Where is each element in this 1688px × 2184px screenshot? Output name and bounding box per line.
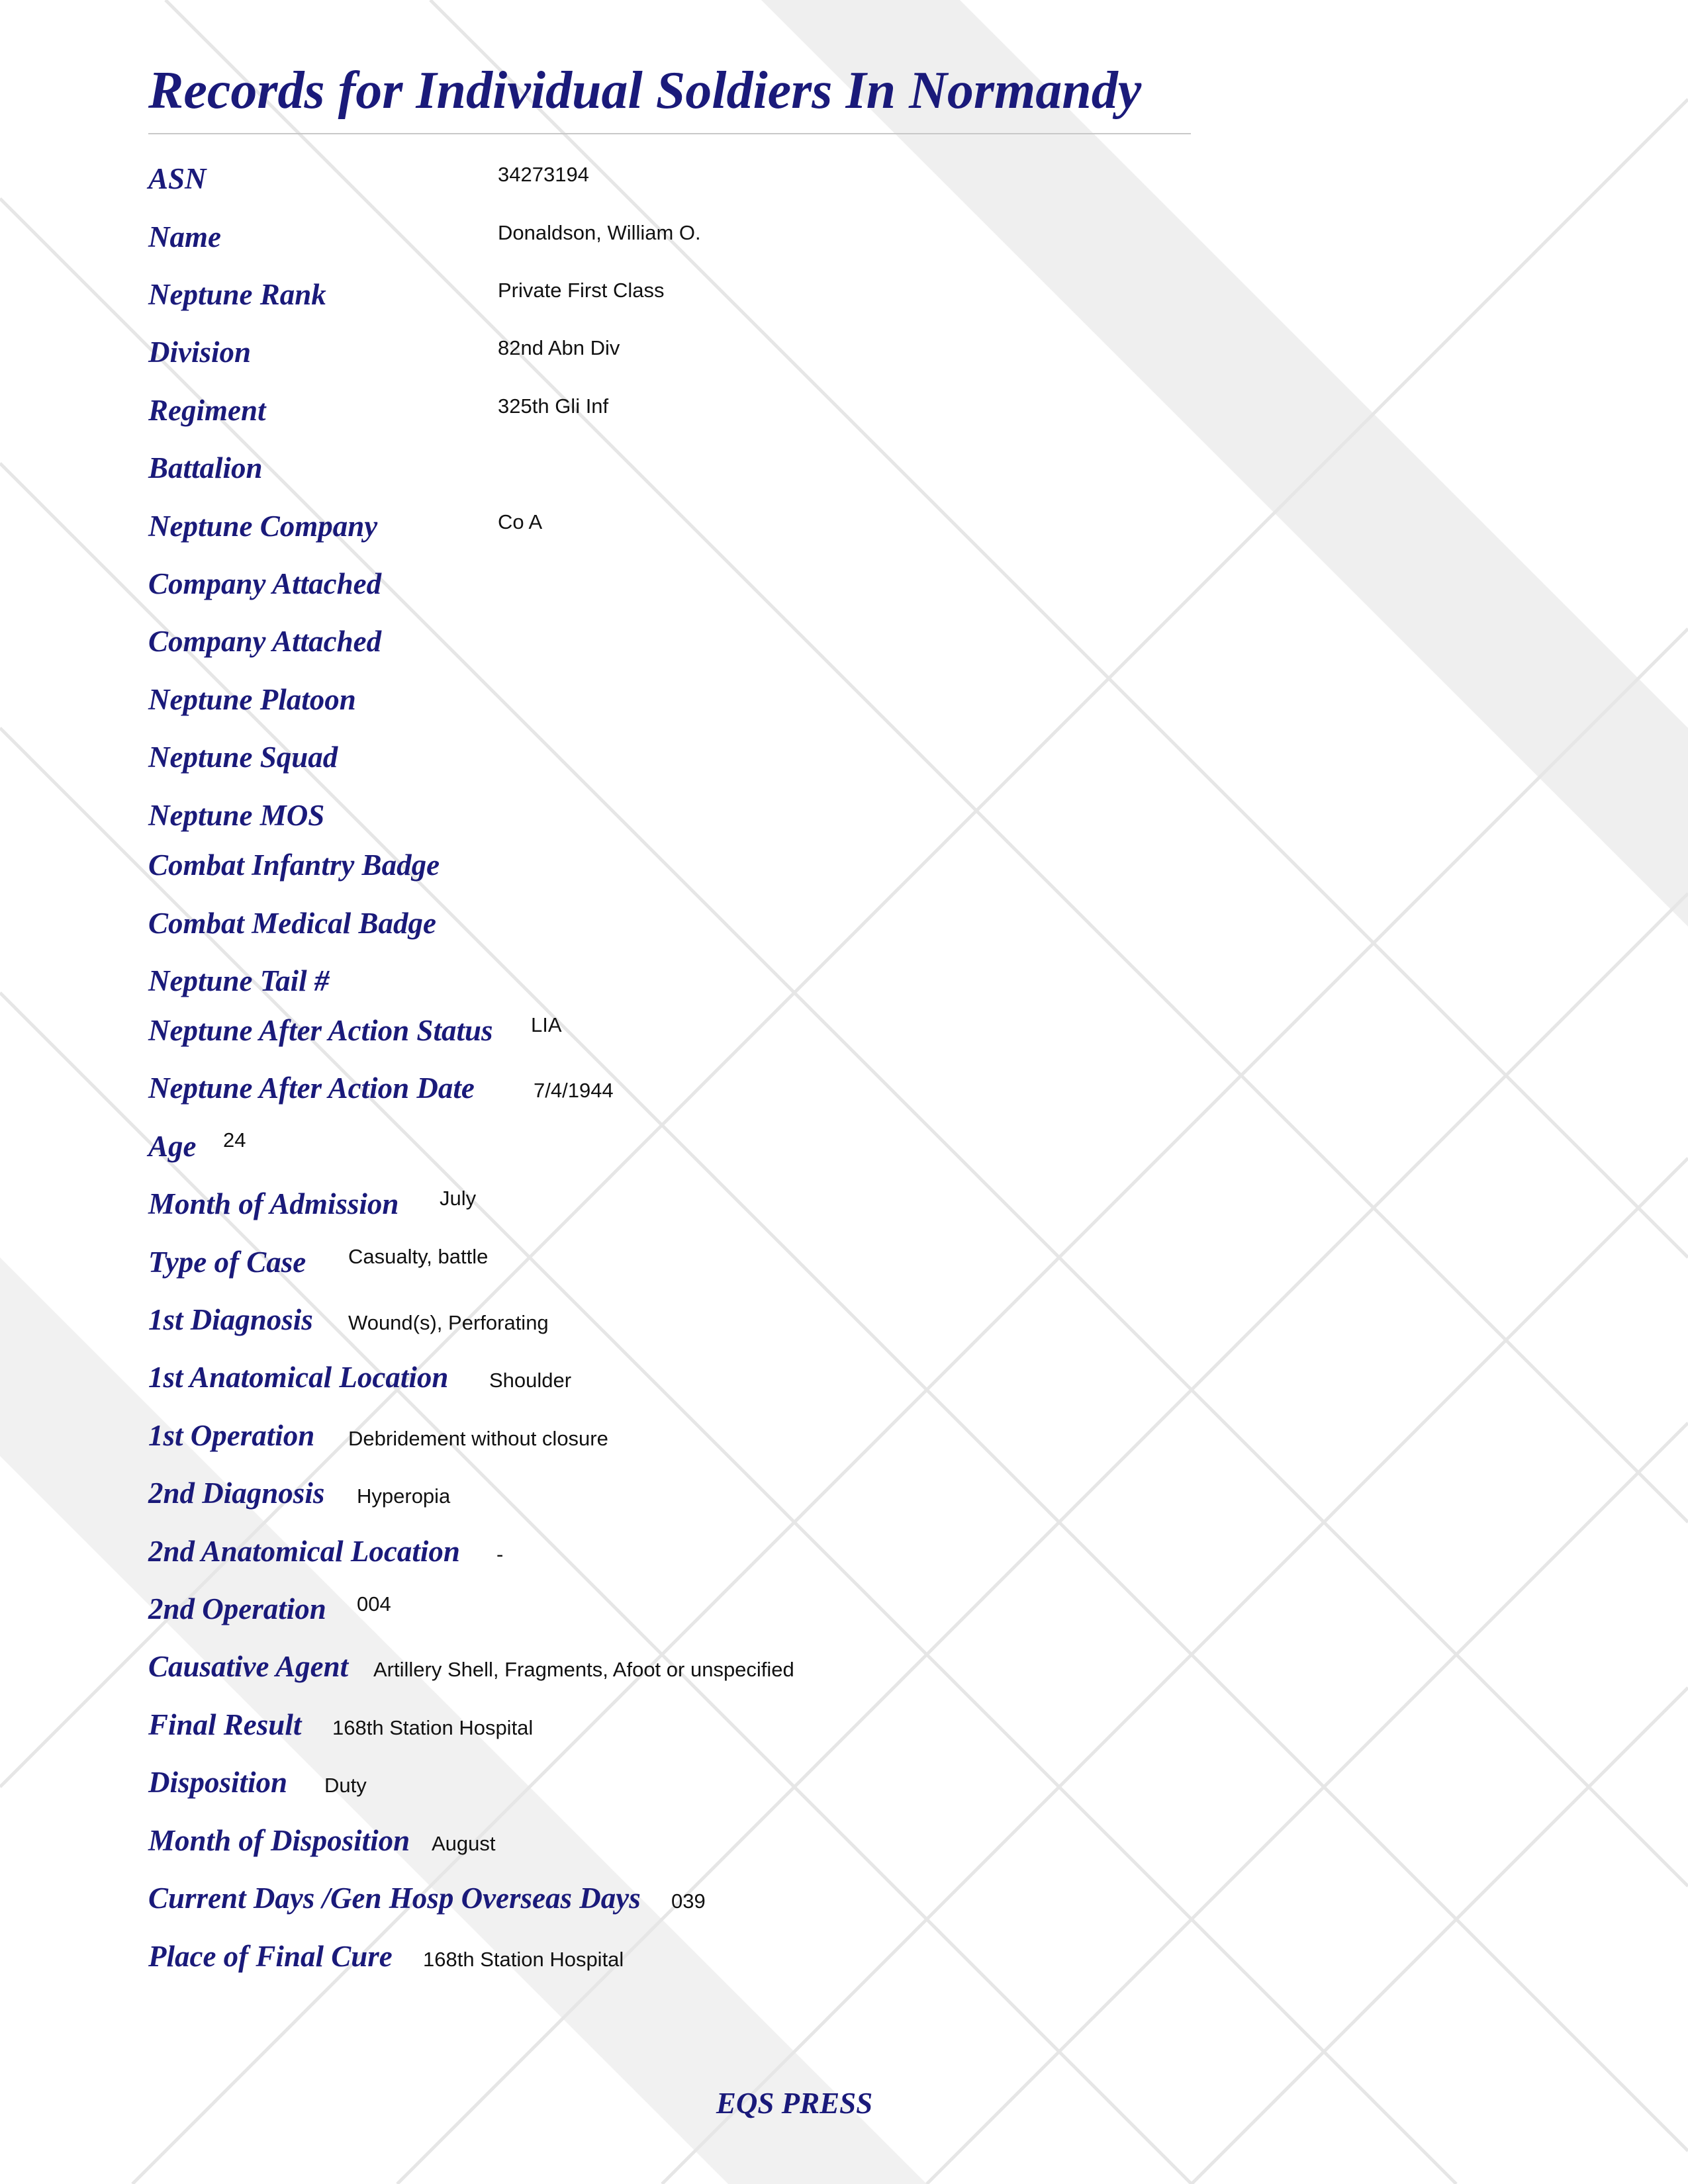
field-value-current-days: 039 (671, 1889, 706, 1913)
field-label-2nd-diagnosis: 2nd Diagnosis (148, 1477, 325, 1510)
field-label-current-days: Current Days /Gen Hosp Overseas Days (148, 1882, 641, 1915)
field-value-rank: Private First Class (498, 279, 665, 302)
field-value-1st-anatomical-location: Shoulder (489, 1369, 572, 1392)
field-label-regiment: Regiment (148, 394, 266, 427)
field-value-company: Co A (498, 510, 543, 533)
field-label-mos: Neptune MOS (148, 799, 325, 832)
field-value-1st-diagnosis: Wound(s), Perforating (348, 1311, 549, 1334)
field-label-asn: ASN (148, 162, 207, 195)
field-label-type-of-case: Type of Case (148, 1246, 306, 1279)
field-label-disposition: Disposition (148, 1766, 288, 1799)
field-label-1st-operation: 1st Operation (148, 1419, 315, 1452)
field-label-month-of-disposition: Month of Disposition (148, 1824, 410, 1857)
field-value-month-of-disposition: August (432, 1832, 496, 1855)
field-value-disposition: Duty (324, 1774, 367, 1797)
field-label-after-action-date: Neptune After Action Date (148, 1071, 475, 1105)
field-value-final-result: 168th Station Hospital (332, 1716, 534, 1739)
field-value-2nd-operation: 004 (357, 1592, 391, 1615)
field-label-squad: Neptune Squad (148, 741, 338, 774)
field-label-combat-infantry-badge: Combat Infantry Badge (148, 848, 440, 882)
field-value-causative-agent: Artillery Shell, Fragments, Afoot or unspecified (373, 1658, 794, 1681)
field-value-age: 24 (223, 1128, 246, 1152)
field-value-after-action-status: LIA (531, 1013, 562, 1036)
field-label-causative-agent: Causative Agent (148, 1650, 349, 1683)
field-label-age: Age (148, 1130, 197, 1163)
field-label-2nd-anatomical-location: 2nd Anatomical Location (148, 1535, 460, 1568)
field-label-1st-anatomical-location: 1st Anatomical Location (148, 1361, 449, 1394)
field-value-2nd-diagnosis: Hyperopia (357, 1484, 451, 1508)
field-value-place-of-final-cure: 168th Station Hospital (423, 1948, 624, 1971)
publisher-footer: EQS PRESS (716, 2087, 873, 2120)
field-value-asn: 34273194 (498, 163, 589, 186)
field-label-division: Division (148, 336, 252, 369)
field-value-month-of-admission: July (440, 1187, 477, 1210)
field-value-1st-operation: Debridement without closure (348, 1427, 608, 1450)
field-value-2nd-anatomical-location: - (496, 1543, 504, 1566)
field-label-company: Neptune Company (148, 510, 378, 543)
field-label-final-result: Final Result (148, 1708, 302, 1741)
title-divider (148, 133, 1191, 134)
field-label-month-of-admission: Month of Admission (148, 1187, 399, 1220)
field-label-name: Name (148, 220, 221, 253)
field-label-1st-diagnosis: 1st Diagnosis (148, 1303, 313, 1336)
field-label-platoon: Neptune Platoon (148, 683, 356, 716)
field-value-division: 82nd Abn Div (498, 336, 620, 359)
field-label-rank: Neptune Rank (148, 278, 326, 311)
field-value-type-of-case: Casualty, battle (348, 1245, 489, 1268)
field-label-battalion: Battalion (148, 451, 263, 484)
field-value-name: Donaldson, William O. (498, 221, 701, 244)
field-label-company-attached: Company Attached (148, 567, 382, 600)
field-label-2nd-operation: 2nd Operation (148, 1592, 326, 1625)
field-label-combat-medical-badge: Combat Medical Badge (148, 907, 436, 940)
field-label-tail-number: Neptune Tail # (148, 964, 330, 997)
field-value-regiment: 325th Gli Inf (498, 394, 609, 418)
field-label-place-of-final-cure: Place of Final Cure (148, 1940, 393, 1973)
field-value-after-action-date: 7/4/1944 (534, 1079, 614, 1102)
field-label-company-attached-2: Company Attached (148, 625, 382, 658)
field-label-after-action-status: Neptune After Action Status (148, 1014, 493, 1047)
page-title: Records for Individual Soldiers In Normandy (148, 62, 1142, 120)
